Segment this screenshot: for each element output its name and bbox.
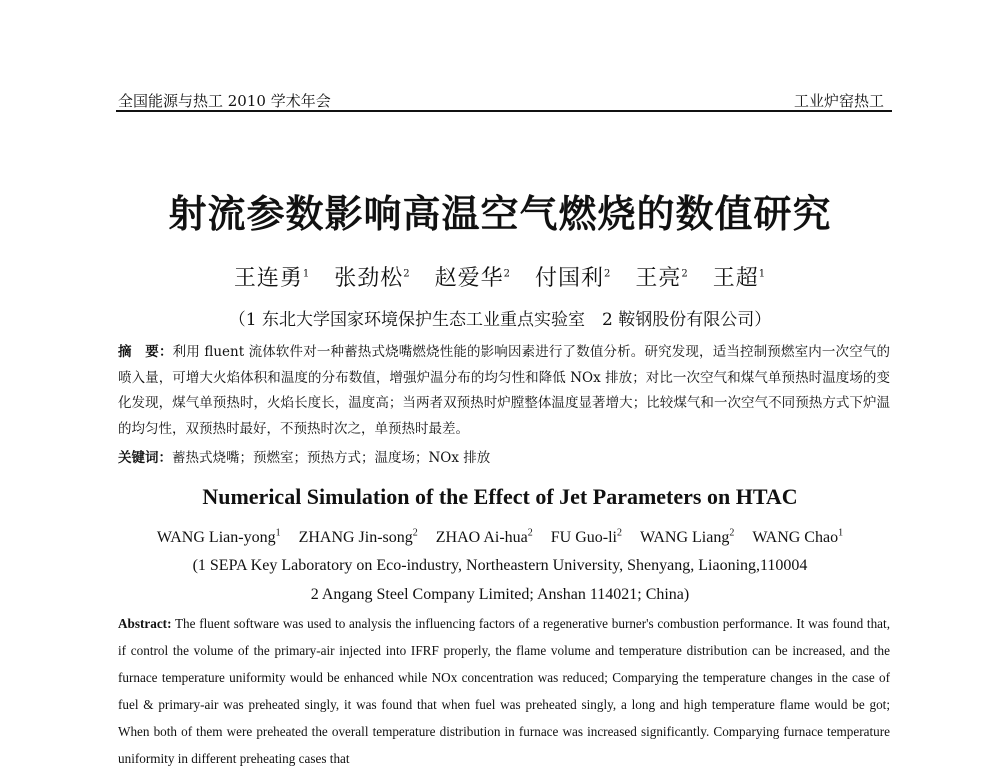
- author-cn: 王超: [712, 266, 759, 291]
- keywords-cn-text: 蓄热式烧嘴；预燃室；预热方式；温度场；NOx 排放: [172, 450, 491, 466]
- keywords-cn-label: 关键词：: [118, 450, 172, 466]
- title-cn: 射流参数影响高温空气燃烧的数值研究: [168, 191, 832, 236]
- author-en: WANG Lian-yong$^1$: [156, 528, 281, 547]
- author-en: ZHANG Jin-song$^2$: [298, 528, 418, 547]
- author-cn: 付国利: [534, 266, 604, 291]
- authors-cn: 王连勇$^1$ 张劲松$^2$ 赵爱华$^2$ 付国利$^2$ 王亮$^2$ 王超$^1$: [233, 266, 767, 291]
- keywords-cn: [118, 446, 490, 466]
- author-en: WANG Liang$^2$: [640, 528, 735, 547]
- author-en: WANG Chao$^1$: [752, 528, 844, 547]
- header-left: 全国能源与热工 2010 学术年会: [118, 92, 331, 110]
- author-cn: 王亮: [635, 266, 682, 291]
- header-right: 工业炉窑热工: [794, 92, 885, 110]
- authors-en: [0, 528, 1000, 547]
- author-cn: 王连勇: [233, 266, 303, 291]
- title-en: Numerical Simulation of the Effect of Jet Parameters on HTAC: [202, 484, 798, 509]
- header-rule: [116, 110, 892, 112]
- author-en: FU Guo-$li^2$: [550, 528, 622, 547]
- affiliation-en-line2: 2 Angang Steel Company Limited; Anshan 114021; China): [310, 586, 690, 603]
- abstract-cn: [118, 340, 890, 442]
- affiliation-cn: （1 东北大学国家环境保护生态工业重点实验室 2 鞍钢股份有限公司）: [228, 310, 772, 330]
- affiliation-en-line1: (1 SEPA Key Laboratory on Eco-industry, Northeastern University, Shenyang, Liaoning,110004: [192, 557, 808, 574]
- abstract-en-text: The fluent software was used to analysis the influencing factors of a regenerative burner's combustion performance. It was found that, if control the volume of the primary-air injected into IFRF properly, the flame volume and temperature distribution can be increased, and the furnace temperature uniformity would be enhanced while NOx concentration was reduced; Comparying the temperature changes in the case of fuel & primary-air was preheated singly, it was found that when fuel was preheated singly, a long and high temperature flame would be got; When both of them were preheated the overall temperature distribution in furnace was increased significantly. Comparying furnace temperature uniformity in different preheating cases that: [118, 616, 890, 766]
- abstract-en-label: Abstract:: [118, 616, 172, 631]
- author-en: ZHAO Ai-hua$^2$: [435, 528, 533, 547]
- abstract-cn-text: 利用 fluent 流体软件对一种蓄热式烧嘴燃烧性能的影响因素进行了数值分析。研究发现，适当控制预燃室内一次空气的喷入量，可增大火焰体积和温度的分布数值，增强炉温分布的均匀性和降低 NOx 排放；对比一次空气和煤气单预热时温度场的变化发现，煤气单预热时，火焰长度长，温度高；当两者双预热时炉膛整体温度显著增大；比较煤气和一次空气不同预热方式下炉温的均匀性，双预热时最好，不预热时次之，单预热时最差。: [118, 344, 891, 437]
- author-cn: 赵爱华: [434, 266, 504, 291]
- abstract-en: [118, 610, 890, 772]
- author-cn: 张劲松: [334, 266, 404, 291]
- abstract-cn-label: 摘 要：: [118, 344, 173, 360]
